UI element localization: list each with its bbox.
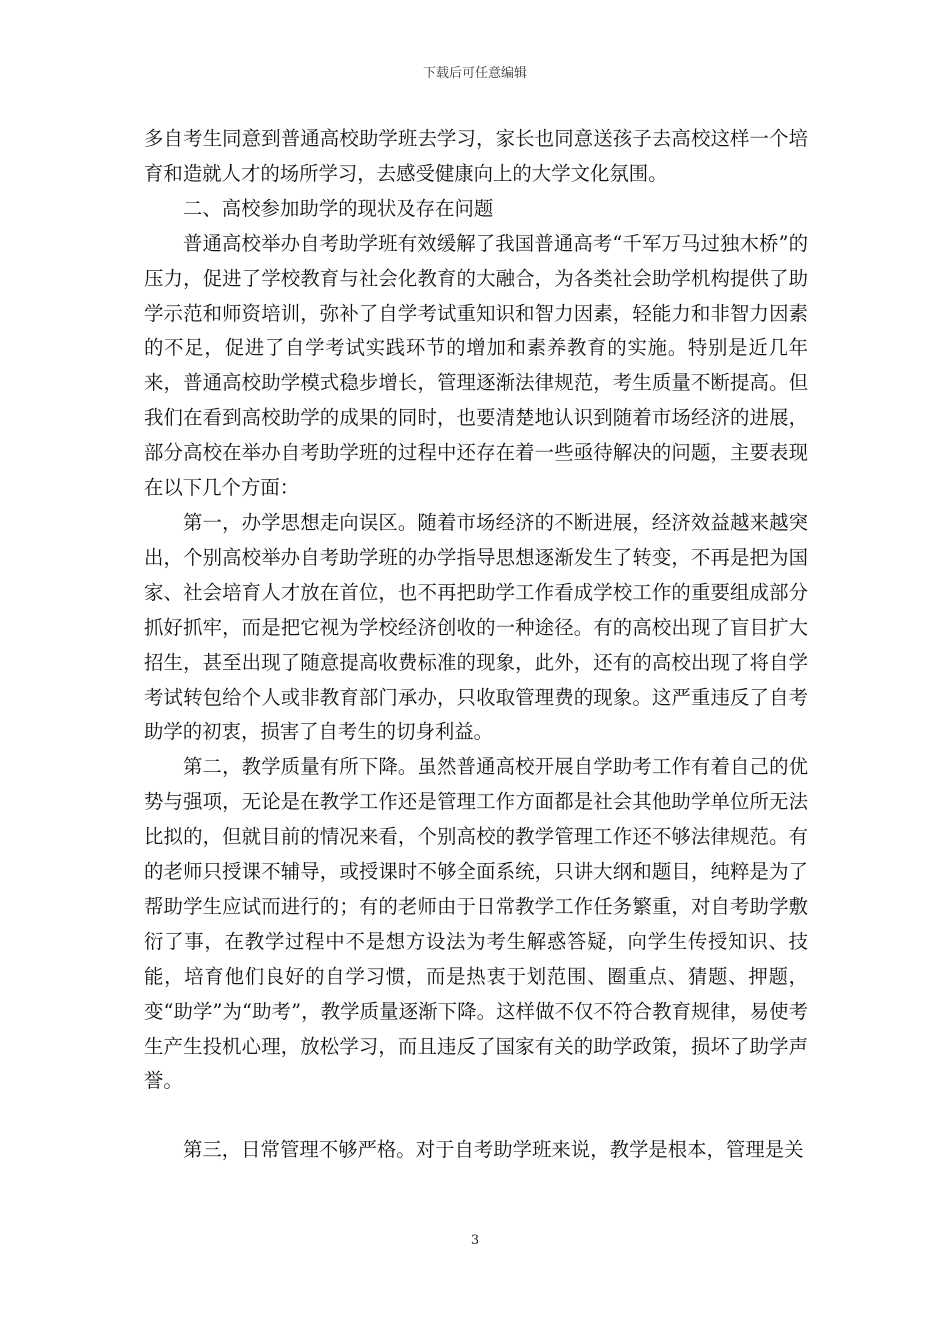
page-number: 3 bbox=[470, 1233, 480, 1248]
document-body bbox=[144, 122, 808, 1168]
paragraph-first-issue: 第一，办学思想走向误区。随着市场经济的不断进展，经济效益越来越突出，个别高校举办自考助学班的办学指导思想逐渐发生了转变，不再是把为国家、社会培育人才放在首位，也不再把助学工作看成学校工作的重要组成部分抓好抓牢，而是把它视为学校经济创收的一种途径。有的高校出现了盲目扩大招生，甚至出现了随意提高收费标准的现象，此外，还有的高校出现了将自学考试转包给个人或非教育部门承办，只收取管理费的现象。这严重违反了自考助学的初衷，损害了自考生的切身利益。 bbox=[144, 510, 808, 744]
paragraph-continuation: 多自考生同意到普通高校助学班去学习，家长也同意送孩子去高校这样一个培育和造就人才的场所学习，去感受健康向上的大学文化氛围。 bbox=[144, 127, 808, 185]
paragraph-second-issue: 第二，教学质量有所下降。虽然普通高校开展自学助考工作有着自己的优势与强项，无论是在教学工作还是管理工作方面都是社会其他助学单位所无法比拟的，但就目前的情况来看，个别高校的教学管理工作还不够法律规范。有的老师只授课不辅导，或授课时不够全面系统，只讲大纲和题目，纯粹是为了帮助学生应试而进行的；有的老师由于日常教学工作任务繁重，对自考助学敷衍了事，在教学过程中不是想方设法为考生解惑答疑，向学生传授知识、技能，培育他们良好的自学习惯，而是热衷于划范围、圈重点、猜题、押题，变“助学”为“助考”，教学质量逐渐下降。这样做不仅不符合教育规律，易使考生产生投机心理，放松学习，而且违反了国家有关的助学政策，损坏了助学声誉。 bbox=[144, 755, 808, 1093]
page-header-note: 下载后可任意编辑 bbox=[422, 66, 527, 81]
section-heading: 二、高校参加助学的现状及存在问题 bbox=[183, 196, 494, 220]
paragraph-third-issue: 第三，日常管理不够严格。对于自考助学班来说，教学是根本，管理是关 bbox=[183, 1138, 804, 1162]
paragraph-intro: 普通高校举办自考助学班有效缓解了我国普通高考“千军万马过独木桥”的压力，促进了学校教育与社会化教育的大融合，为各类社会助学机构提供了助学示范和师资培训，弥补了自学考试重知识和智力因素，轻能力和非智力因素的不足，促进了自学考试实践环节的增加和素养教育的实施。特别是近几年来，普通高校助学模式稳步增长，管理逐渐法律规范，考生质量不断提高。但我们在看到高校助学的成果的同时，也要清楚地认识到随着市场经济的进展，部分高校在举办自考助学班的过程中还存在着一些亟待解决的问题，主要表现在以下几个方面： bbox=[144, 231, 808, 500]
